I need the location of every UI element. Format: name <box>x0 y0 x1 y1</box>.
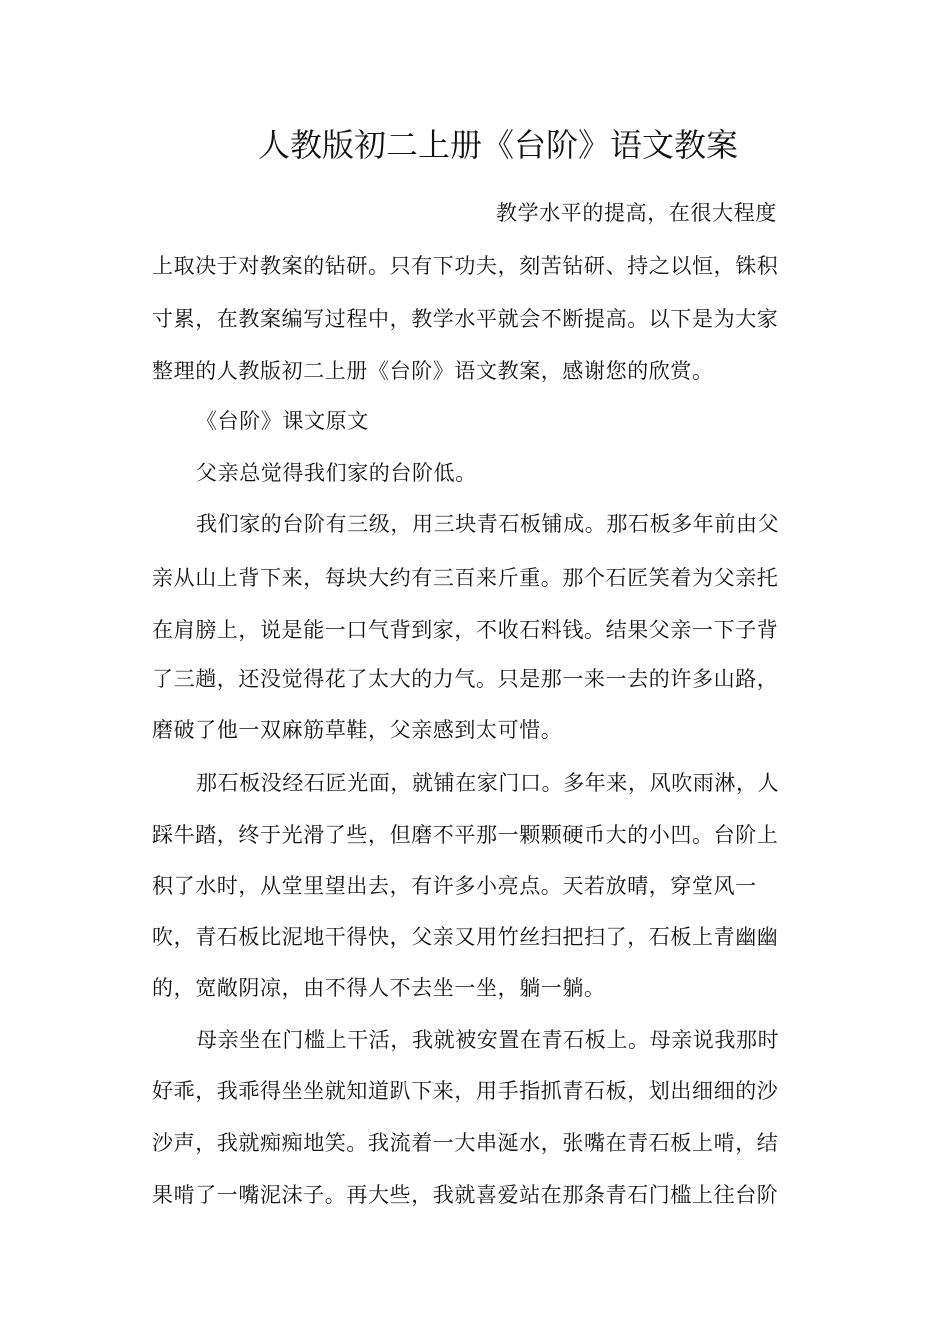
text-line: 好乖，我乖得坐坐就知道趴下来，用手指抓青石板，划出细细的沙 <box>152 1079 779 1103</box>
text-line: 亲从山上背下来，每块大约有三百来斤重。那个石匠笑着为父亲托 <box>152 566 779 590</box>
text-line: 积了水时，从堂里望出去，有许多小亮点。天若放晴，穿堂风一 <box>152 874 757 898</box>
text-line: 母亲坐在门槛上干活，我就被安置在青石板上。母亲说我那时 <box>196 1028 780 1052</box>
section-heading: 《台阶》课文原文 <box>196 409 369 433</box>
text-line: 了三趟，还没觉得花了太大的力气。只是那一来一去的许多山路， <box>152 667 779 691</box>
document-title: 人教版初二上册《台阶》语文教案 <box>258 126 739 164</box>
text-line: 教学水平的提高，在很大程度 <box>496 201 777 225</box>
text-line: 我们家的台阶有三级，用三块青石板铺成。那石板多年前由父 <box>196 512 780 536</box>
text-line: 父亲总觉得我们家的台阶低。 <box>196 461 477 485</box>
text-line: 踩牛踏，终于光滑了些，但磨不平那一颗颗硬币大的小凹。台阶上 <box>152 823 779 847</box>
text-line: 果啃了一嘴泥沫子。再大些，我就喜爱站在那条青石门槛上往台阶 <box>152 1183 779 1207</box>
text-line: 在肩膀上，说是能一口气背到家，不收石料钱。结果父亲一下子背 <box>152 618 779 642</box>
text-line: 吹，青石板比泥地干得快，父亲又用竹丝扫把扫了，石板上青幽幽 <box>152 925 779 949</box>
text-line: 整理的人教版初二上册《台阶》语文教案，感谢您的欣赏。 <box>152 359 714 383</box>
text-line: 上取决于对教案的钻研。只有下功夫，刻苦钻研、持之以恒，铢积 <box>152 254 779 278</box>
text-line: 磨破了他一双麻筋草鞋，父亲感到太可惜。 <box>152 718 563 742</box>
text-line: 那石板没经石匠光面，就铺在家门口。多年来，风吹雨淋，人 <box>196 771 780 795</box>
text-line: 寸累，在教案编写过程中，教学水平就会不断提高。以下是为大家 <box>152 307 779 331</box>
text-line: 的，宽敞阴凉，由不得人不去坐一坐，躺一躺。 <box>152 976 606 1000</box>
text-line: 沙声，我就痴痴地笑。我流着一大串涎水，张嘴在青石板上啃，结 <box>152 1131 779 1155</box>
